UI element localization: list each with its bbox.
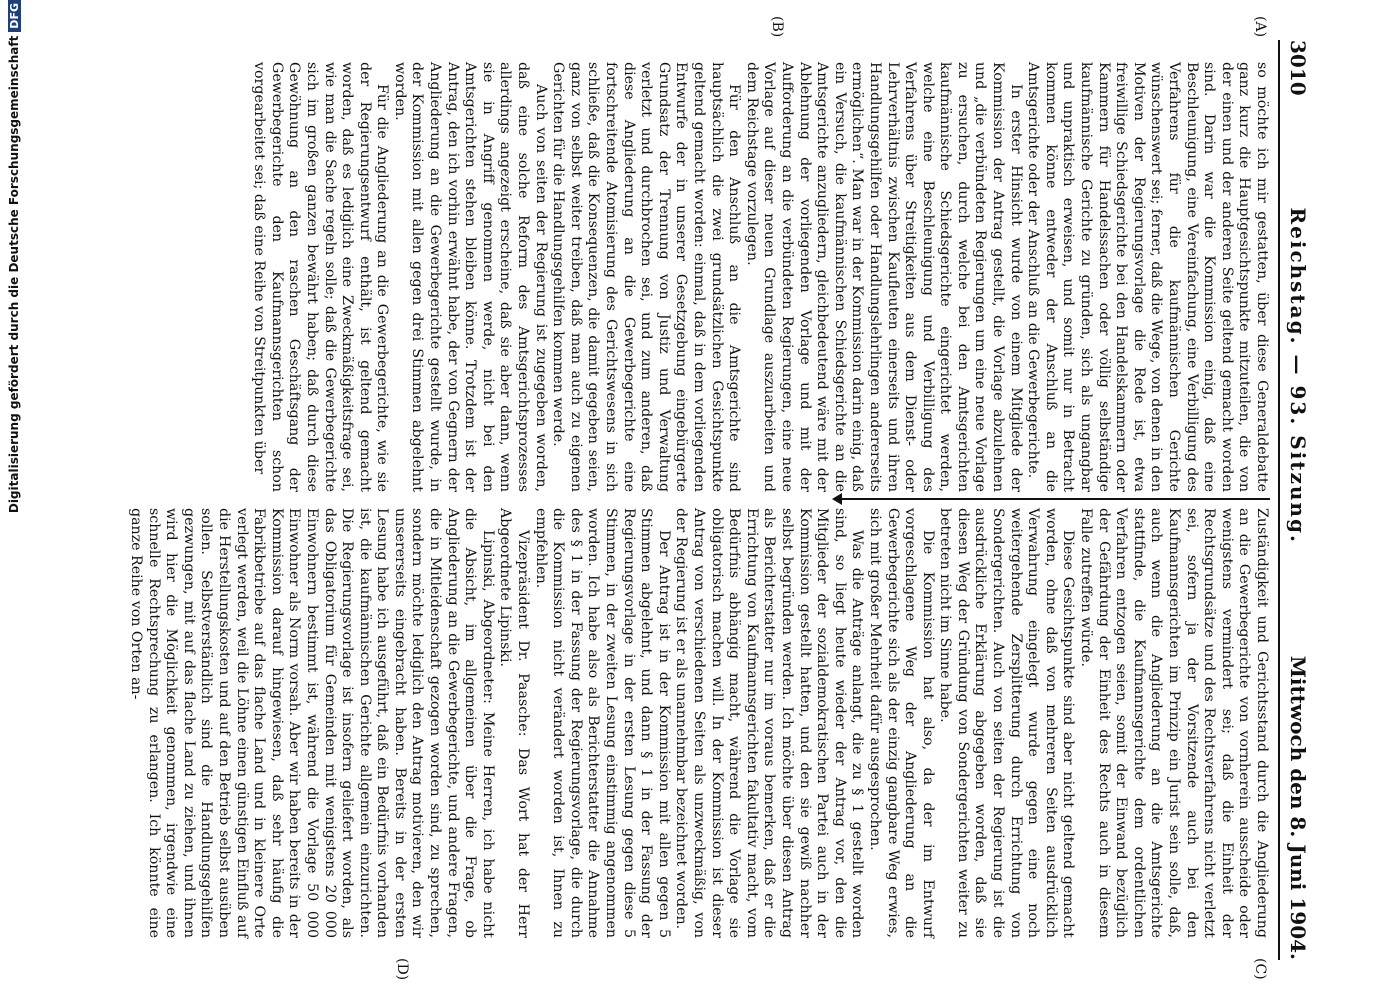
margin-mark-b: (B) <box>769 16 785 38</box>
margin-mark-c: (C) <box>1252 958 1268 980</box>
paragraph: Auch von seiten der Regierung ist zugegeben worden, daß eine solche Reform des Amtsgerichtsprozesses allerdings angezeigt erscheine, daß sie aber dann, wenn sie in Angriff genommen werde, nicht bei den Amtsgerichten stehen bleiben könne. Trotzdem ist der Antrag, den ich vorhin erwähnt habe, der von Gegnern der Angliederung an die Gewerbegerichte gestellt wurde, in der Kommission mit allen gegen drei Stimmen abgelehnt worden. <box>391 62 549 492</box>
paragraph: Lipinski, Abgeordneter: Meine Herren, ich habe nicht die Absicht, im allgemeinen über die Frage, ob Angliederung an die Gewerbegerichte, und andere Fragen, die in Mitleidenschaft gezogen worden sind, zu sprechen, sondern möchte lediglich den Antrag motivieren, den wir unsererseits eingebracht haben. Bereits in der ersten Lesung habe ich ausgeführt, daß ein Bedürfnis vorhanden ist, die kaufmännischen Gerichte allgemein einzurichten. Die Regierungsvorlage ist insofern geliefert worden, als das Obligatorium für Gemeinden mit wenigstens 20 000 Einwohnern bestimmt ist, während die Vorlage 50 000 Einwohner als Norm vorsah. Aber wir haben bereits in der Kommission darauf hingewiesen, daß sehr häufig die Fabrikbetriebe auf das flache Land und in kleinere Orte verlegt werden, weil die Löhne einen günstigen Einfluß auf die Herstellungskosten und auf den Betrieb selbst ausüben sollen. Selbstverständlich sind die Handlungsgehilfen gezwungen, mit auf das flache Land zu ziehen, und ihnen wird hier die Möglichkeit genommen, irgendwie eine schnelle Rechtsprechung zu erlangen. Ich könnte eine ganze Reihe von Orten an- <box>128 508 496 938</box>
paragraph: Was die Anträge anlangt, die zu § 1 gestellt worden sind, so liegt heute wieder der Antrag vor, den die Mitglieder der sozialdemokratischen Partei auch in der Kommission gestellt hatten, und den sie gewiß nachher selbst begründen werden. Ich möchte über diesen Antrag als Berichterstatter nur im voraus bemerken, daß er die Errichtung von Kaufmannsgerichten fakultativ macht, vom Bedürfnis abhängig macht, während die Vorlage sie obligatorisch machen will. In der Kommission ist dieser Antrag von verschiedenen Seiten als unzweckmäßig, von der Regierung ist er als unannehmbar bezeichnet worden. <box>673 508 866 938</box>
page-title: Reichstag. — 93. Sitzung. <box>1286 207 1310 544</box>
left-column <box>250 62 1270 492</box>
paragraph: Für den Anschluß an die Amtsgerichte sind hauptsächlich die zwei grundsätzlichen Gesichtspunkte geltend gemacht worden: einmal, daß in dem vorliegenden Entwurfe der in unserer Gesetzgebung eingebürgerte Grundsatz der Trennung von Justiz und Verwaltung verletzt und durchbrochen sei, und zum anderen, daß diese Angliederung an die Gewerbegerichte eine fortschreitende Atomisierung des Gerichtswesens in sich schließe, daß die Konsequenzen, die damit gegeben seien, ganz von selbst weiter treiben, daß man auch zu eigenen Gerichten für die Handlungsgehilfen kommen werde. <box>550 62 743 492</box>
paragraph: Für die Angliederung an die Gewerbegerichte, wie sie der Regierungsentwurf enthält, ist geltend gemacht worden, daß es lediglich eine Zweckmäßigkeitsfrage sei, wie man die Sache regeln solle; daß die Gewerbegerichte sich im großen ganzen bewährt haben; daß durch diese Gewöhnung an den raschen Geschäftsgang der Gewerbegerichte den Kaufmannsgerichten schon vorgearbeitet sei; daß eine Reihe von Streitpunkten über <box>251 62 391 492</box>
paragraph: In erster Hinsicht wurde von einem Mitgliede der Kommission der Antrag gestellt, die Vorlage abzulehnen und „die verbündeten Regierungen um eine neue Vorlage zu ersuchen, durch welche bei den Amtsgerichten kaufmännische Schiedsgerichte eingerichtet werden, welche eine Beschleunigung und Verbilligung des Verfahrens über Streitigkeiten aus dem Dienst- oder Lehrverhältnis zwischen Kaufleuten einerseits und ihren Handlungsgehilfen oder Handlungslehrlingen andererseits ermöglichen“. Man war in der Kommission darin einig, daß ein Versuch, die kaufmännischen Schiedsgerichte an die Amtsgerichte anzugliedern, gleichbedeutend wäre mit der Ablehnung der vorliegenden Vorlage und mit der Aufforderung an die verbündeten Regierungen, eine neue Vorlage auf dieser neuen Grundlage auszuarbeiten und dem Reichstage vorzulegen. <box>743 62 1024 492</box>
page-number: 3010 <box>1286 40 1310 96</box>
paragraph: so möchte ich mir gestatten, über diese Generaldebatte ganz kurz die Hauptgesichtspunkte mitzuteilen, die von der einen und der anderen Seite geltend gemacht worden sind. Darin war die Kommission einig, daß eine Beschleunigung, eine Vereinfachung, eine Verbilligung des Verfahrens für die kaufmännischen Gerichte wünschenswert sei; ferner, daß die Wege, von denen in den Motiven der Regierungsvorlage die Rede ist, etwa freiwillige Schiedsgerichte bei den Handelskammern oder Kammern für Handelssachen oder völlig selbständige kaufmännische Gerichte zu gründen, sich als ungangbar und unpraktisch erweisen, und somit nur in Betracht kommen könne entweder der Anschluß an die Amtsgerichte oder der Anschluß an die Gewerbegerichte. <box>1025 62 1270 492</box>
column-divider <box>840 498 1270 500</box>
paragraph: Diese Gesichtspunkte sind aber nicht geltend gemacht worden, ohne daß von mehreren Seiten ausdrücklich Verwahrung eingelegt wurde gegen eine noch weitergehende Zersplitterung durch Errichtung von Sondergerichten. Auch von seiten der Regierung ist die ausdrückliche Erklärung abgegeben worden, daß sie diesen Weg der Gründung von Sondergerichten weiter zu betreten nicht im Sinne habe. <box>937 508 1077 938</box>
page-header <box>1284 40 1312 960</box>
footer-text: Digitalisierung gefördert durch die Deutsche Forschungsgemeinschaft <box>7 35 21 514</box>
speaker-line: Vizepräsident Dr. Paasche: Das Wort hat der Herr Abgeordnete Lipinski. <box>497 508 532 938</box>
margin-mark-a: (A) <box>1252 16 1268 38</box>
right-column <box>126 508 1270 938</box>
paragraph: Zuständigkeit und Gerichtsstand durch die Angliederung an die Gewerbegerichte von vornherein ausscheide oder wenigstens vermindert sei; daß die Einheit der Rechtsgrundsätze und des Rechtsverfahrens nicht verletzt sei, sofern ja der Vorsitzende auch bei den Kaufmannsgerichten im Prinzip ein Jurist sein solle, daß, auch wenn die Angliederung an die Amtsgerichte stattfinde, die Kaufmannsgerichte dem ordentlichen Verfahren entzogen seien, somit der Einwand bezüglich der Gefährdung der Einheit des Rechts auch in diesem Falle zutreffen würde. <box>1078 508 1270 938</box>
header-rule <box>1278 40 1280 960</box>
paragraph: Der Antrag ist in der Kommission mit allen gegen 5 Stimmen abgelehnt, und dann § 1 in der Fassung der Regierungsvorlage in der ersten Lesung gegen diese 5 Stimmen, in der zweiten Lesung einstimmig angenommen worden. Ich habe also als Berichterstatter die Annahme des § 1 in der Fassung der Regierungsvorlage, die durch die Kommission nicht verändert worden ist, Ihnen zu empfehlen. <box>532 508 672 938</box>
paragraph: Die Kommission hat also, da der im Entwurf vorgeschlagene Weg der Angliederung an die Gewerbegerichte sich als der einzig gangbare Weg erwies, sich mit großer Mehrheit dafür ausgesprochen. <box>866 508 936 938</box>
margin-mark-d: (D) <box>394 958 410 981</box>
dfg-logo: DFG <box>8 0 21 32</box>
divider-arrow <box>832 493 842 505</box>
page-date: Mittwoch den 8. Juni 1904. <box>1286 655 1310 960</box>
newspaper-page <box>10 0 1330 1000</box>
digitization-footer <box>2 0 26 1000</box>
